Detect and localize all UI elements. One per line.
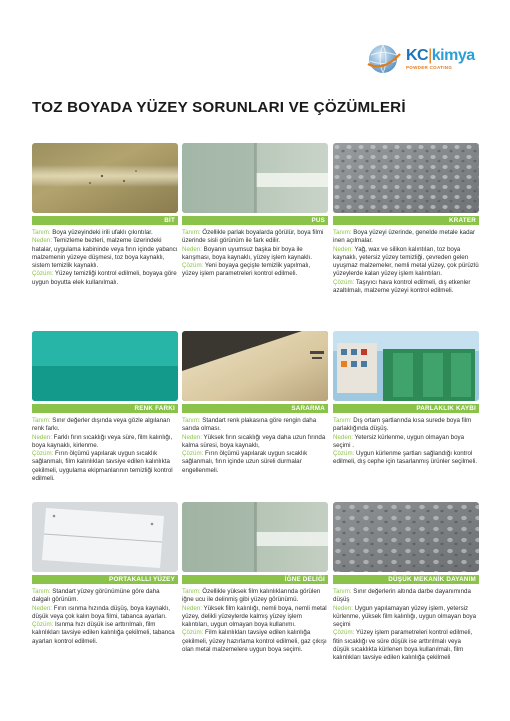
card-renk-farki <box>32 331 178 483</box>
dusuk-mekanik-dayanim-photo <box>333 502 479 572</box>
card-title-bar: İĞNE DELİĞİ <box>182 575 328 584</box>
tanim-text: Boya yüzeyi üzerinde, genelde metale kadar inen açılmalar. <box>333 229 476 245</box>
neden-label: Neden: <box>182 604 202 612</box>
card-title-bar: KRATER <box>333 216 479 225</box>
card-title-bar: RENK FARKI <box>32 404 178 413</box>
cozum-text: Film kalınlıkları tavsiye edilen kalınlığa çekilmeli, yüzey hazırlama kontrol edilmeli, gaz çıkışı olan metal malzemelere uygun boya seçimi. <box>182 629 327 654</box>
tanim-text: Sınır değerler dışında veya gözle algılanan renk farkı. <box>32 417 170 433</box>
tanim-label: Tanım: <box>182 229 201 236</box>
card-title-bar: DÜŞÜK MEKANİK DAYANIM <box>333 575 479 584</box>
krater-photo <box>333 143 479 213</box>
cozum-text: Yeni boyaya geçişte temizlik yapılmalı, yüzey işlem parametreleri kontrol edilmeli. <box>182 262 311 278</box>
card-portakalli-yuzey <box>32 502 178 646</box>
card-igne-deligi <box>182 502 328 654</box>
neden-text: Fırın ısınma hızında düşüş, boya kaynaklı, düşük veya çok kalın boya filmi, tabanca ayarları. <box>32 604 170 620</box>
card-body <box>182 229 328 279</box>
bit-photo <box>32 143 178 213</box>
neden-label: Neden: <box>32 604 52 612</box>
neden-text: Yetersiz kürlenme, uygun olmayan boya seçimi . <box>333 433 465 449</box>
neden-text: Temizleme bezleri, malzeme üzerindeki hatalar, uygulama kabininde veya fırın içinde yabancı malzemenin yüzeye düşmesi, toz boya kaynaklı, sistem temizlik kaynaklı. <box>32 237 178 270</box>
card-title-bar: SARARMA <box>182 404 328 413</box>
tanim-text: Sınır değerlerin altında darbe dayanımında düşüş <box>333 588 471 604</box>
card-body <box>32 417 178 483</box>
neden-text: Uygun yapılamayan yüzey işlem, yetersiz kürlenme, yüksek film kalınlığı, uygun olmayan boya seçimi <box>333 604 477 629</box>
neden-text: Yüksek fırın sıcaklığı veya daha uzun fırında kalma süresi, boya kaynaklı, <box>182 433 326 449</box>
cozum-label: Çözüm: <box>333 629 355 637</box>
neden-text: Farklı fırın sıcaklığı veya süre, film kalınlığı, boya kaynaklı, kirlenme. <box>32 433 173 449</box>
cozum-text: Isınma hızı düşük ise arttırılmalı, film kalınlıkları tavsiye edilen kalınlığa çekilmeli, tabanca ayarları kontrol edilmeli. <box>32 621 175 645</box>
sararma-photo <box>182 331 328 401</box>
tanim-text: Standart renk plakasına göre rengin daha sarıda olması. <box>182 417 317 433</box>
tanim-text: Dış ortam şartlarında kısa surede boya film parlaklığında düşüş. <box>333 417 472 433</box>
card-parlaklik-kaybi <box>333 331 479 467</box>
cozum-label: Çözüm: <box>182 262 204 270</box>
cozum-label: Çözüm: <box>32 450 54 458</box>
logo-subtitle: POWDER COATING <box>406 65 453 70</box>
card-body <box>182 588 328 654</box>
card-body <box>182 417 328 475</box>
cozum-label: Çözüm: <box>32 621 54 629</box>
tanim-label: Tanım: <box>32 417 51 424</box>
neden-text: Yüksek film kalınlığı, nemli boya, nemli metal yüzey, delikli yüzeylerde kalmış yüzey işlem kalıntıları, uygun olmayan boya kullanımı. <box>182 604 327 629</box>
card-body <box>333 588 479 663</box>
card-pus <box>182 143 328 279</box>
tanim-label: Tanım: <box>32 229 51 236</box>
tanim-text: Standart yüzey görünümüne göre daha dalgalı görünüm. <box>32 588 160 604</box>
neden-label: Neden: <box>333 433 353 441</box>
card-body <box>333 417 479 467</box>
cozum-text: Uygun kürlenme şartları sağlandığı kontrol edilmeli, dış cephe için tasarlanmış ürünler seçilmeli. <box>333 450 478 466</box>
parlaklik-kaybi-photo <box>333 331 479 401</box>
neden-text: Boyanın uyumsuz başka bir boya ile karışması, boya kaynaklı, yüzey işlem kaynaklı. <box>182 245 312 261</box>
card-dusuk-mekanik-dayanim <box>333 502 479 663</box>
card-bit <box>32 143 178 287</box>
neden-label: Neden: <box>32 433 52 441</box>
cozum-text: Fırın ölçümü yapılarak uygun sıcaklık sağlanmalı, fırın içinde uzun süreli durmalar engellenmeli. <box>182 450 308 474</box>
tanim-label: Tanım: <box>333 229 352 236</box>
tanim-text: Boya yüzeyindeki irili ufaklı çıkıntılar. <box>50 229 153 236</box>
tanim-label: Tanım: <box>333 588 352 595</box>
tanim-label: Tanım: <box>32 588 51 595</box>
neden-text: Yağ, wax ve silikon kalıntıları, toz boya kaynaklı, yetersiz yüzey temizliği, çevreden gelen uyuşmaz malzemeler, nemli metal yüzey, çok pürüzlü yüzeylerde kalan yüzey işlem kalıntıları. <box>333 245 479 278</box>
card-body <box>32 588 178 646</box>
card-krater <box>333 143 479 295</box>
neden-label: Neden: <box>333 604 353 612</box>
neden-label: Neden: <box>333 245 353 253</box>
logo-text: KC|kimya <box>406 47 475 64</box>
tanim-text: Özellikle parlak boyalarda görülür, boya filmi üzerinde sisli görünüm ile fark edilir. <box>182 229 324 245</box>
cozum-text: Yüzey işlem parametreleri kontrol edilmeli, fitin sıcaklığı ve süre düşük ise arttırılmalı veya düşük sıcaklıkta kürlenen boya kullanılmalı, film kalınlıkları tavsiye edilen kalınlığa çekilmeli <box>333 629 473 662</box>
card-body <box>32 229 178 287</box>
card-title-bar: PARLAKLIK KAYBI <box>333 404 479 413</box>
tanim-text: Özellikle yüksek film kalınlıklarında görülen iğne ucu ile delinmiş gibi yüzey görünümü. <box>182 588 321 604</box>
renk-farki-photo <box>32 331 178 401</box>
cozum-label: Çözüm: <box>333 278 355 286</box>
company-logo <box>366 42 476 76</box>
page-title: TOZ BOYADA YÜZEY SORUNLARI VE ÇÖZÜMLERİ <box>32 99 406 116</box>
card-body <box>333 229 479 295</box>
cozum-text: Taşıyıcı hava kontrol edilmeli, dış etkenler azaltılmalı, malzeme yüzeyi kontrol edilmeli. <box>333 278 471 295</box>
tanim-label: Tanım: <box>333 417 352 424</box>
cozum-label: Çözüm: <box>333 450 355 458</box>
pus-photo <box>182 143 328 213</box>
card-title-bar: PUS <box>182 216 328 225</box>
card-title-bar: BİT <box>32 216 178 225</box>
card-title-bar: PORTAKALLI YÜZEY <box>32 575 178 584</box>
cozum-label: Çözüm: <box>32 270 54 278</box>
card-sararma <box>182 331 328 475</box>
igne-deligi-photo <box>182 502 328 572</box>
tanim-label: Tanım: <box>182 588 201 595</box>
neden-label: Neden: <box>182 245 202 253</box>
cozum-label: Çözüm: <box>182 450 204 458</box>
tanim-label: Tanım: <box>182 417 201 424</box>
cozum-text: Yüzey temizliği kontrol edilmeli, boyaya göre uygun boyutta elek kullanılmalı. <box>32 270 177 286</box>
neden-label: Neden: <box>32 237 52 245</box>
globe-icon <box>366 42 402 76</box>
cozum-label: Çözüm: <box>182 629 204 637</box>
portakalli-yuzey-photo <box>32 502 178 572</box>
cozum-text: Fırın ölçümü yapılarak uygun sıcaklık sağlanmalı, film kalınlıkları tavsiye edilen kalınlıkta çekilmeli, uygulama ekipmanlarının temizliği kontrol edilmeli. <box>32 450 173 483</box>
neden-label: Neden: <box>182 433 202 441</box>
